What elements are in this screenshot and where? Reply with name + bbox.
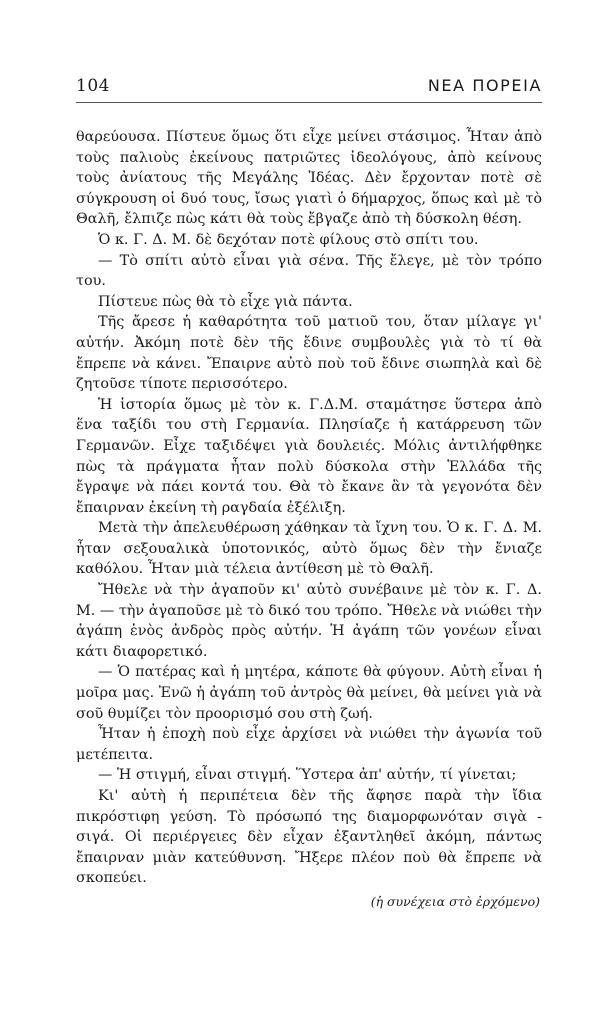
body-text <box>76 127 542 889</box>
paragraph: — Ὁ πατέρας καὶ ἡ μητέρα, κάποτε θὰ φύγουν. Αὐτὴ εἶναι ἡ μοῖρα μας. Ἐνῶ ἡ ἀγάπη τοῦ ἀντρὸς θὰ μείνει, θὰ μείνει γιὰ νὰ σοῦ θυμίζει τὸν προορισμό σου στὴ ζωή. <box>76 664 542 722</box>
paragraph: Ὁ κ. Γ. Δ. Μ. δὲ δεχόταν ποτὲ φίλους στὸ σπίτι του. <box>98 231 479 248</box>
paragraph: Μετὰ τὴν ἀπελευθέρωση χάθηκαν τὰ ἴχνη του. Ὁ κ. Γ. Δ. Μ. ἦταν σεξουαλικὰ ὑποτονικός, αὐτὸ ὅμως δὲν τὴν ἔνιαζε καθόλου. Ἦταν μιὰ τέλεια ἀντίθεση μὲ τὸ Θαλῆ. <box>76 520 542 578</box>
continuation-note: (ἡ συνέχεια στὸ ἐρχόμενο) <box>370 894 540 909</box>
paragraph: Πίστευε πὼς θὰ τὸ εἶχε γιὰ πάντα. <box>98 293 353 310</box>
paragraph: Ἦταν ἡ ἐποχὴ ποὺ εἶχε ἀρχίσει νὰ νιώθει τὴν ἀγωνία τοῦ μετέπειτα. <box>76 726 542 763</box>
paragraph: Ἡ ἱστορία ὅμως μὲ τὸν κ. Γ.Δ.Μ. σταμάτησε ὕστερα ἀπὸ ἕνα ταξίδι του στὴ Γερμανία. Πλησίαζε ἡ κατάρρευση τῶν Γερμανῶν. Εἶχε ταξιδέψει γιὰ δουλειές. Μόλις ἀντιλήφθηκε πὼς τὰ πράγματα ἦταν πολὺ δύσκολα στὴν Ἑλλάδα τῆς ἔγραψε νὰ πάει κοντά του. Θὰ τὸ ἔκανε ἂν τὰ γεγονότα δὲν ἔπαιρναν ἐκείνη τὴ ραγδαία ἐξέλιξη. <box>76 396 542 516</box>
running-title: ΝΕΑ ΠΟΡΕΙΑ <box>427 76 542 95</box>
paragraph: — Ἡ στιγμή, εἶναι στιγμή. Ὕστερα ἀπ' αὐτήν, τί γίνεται; <box>98 767 517 784</box>
page-number: 104 <box>76 76 110 96</box>
page-header <box>76 74 542 98</box>
paragraph: — Τὸ σπίτι αὐτὸ εἶναι γιὰ σένα. Τῆς ἔλεγε, μὲ τὸν τρόπο του. <box>76 252 542 290</box>
paragraph: Ἤθελε νὰ τὴν ἀγαποῦν κι' αὐτὸ συνέβαινε μὲ τὸν κ. Γ. Δ. Μ. — τὴν ἀγαποῦσε μὲ τὸ δικό του τρόπο. Ἤθελε νὰ νιώθει τὴν ἀγάπη ἑνὸς ἀνδρὸς πρὸς αὐτήν. Ἡ ἀγάπη τῶν γονέων εἶναι κάτι διαφορετικό. <box>76 582 542 660</box>
header-rule <box>76 102 542 103</box>
paragraph: Κι' αὐτὴ ἡ περιπέτεια δὲν τῆς ἄφησε παρὰ τὴν ἴδια πικρόστιφη γεύση. Τὸ πρόσωπό της διαμορφωνόταν σιγὰ - σιγά. Οἱ περιέργειες δὲν εἶχαν ἐξαντληθεῖ ἀκόμη, πάντως ἔπαιρναν μιὰν κατεύθυνση. Ἤξερε πλέον ποὺ θὰ ἔπρεπε νὰ σκοπεύει. <box>76 788 542 887</box>
paragraph: θαρεύουσα. Πίστευε ὅμως ὅτι εἶχε μείνει στάσιμος. Ἦταν ἀπὸ τοὺς παλιοὺς ἐκείνους πατριῶτες ἰδεολόγους, ἀπὸ κείνους τοὺς ἀνίατους τῆς Μεγάλης Ἰδέας. Δὲν ἔρχονταν ποτὲ σὲ σύγκρουση οἱ δυό τους, ἴσως γιατὶ ὁ δήμαρχος, ὅπως καὶ μὲ τὸ Θαλῆ, ἔλπιζε πὼς κάτι θὰ τοὺς ἔβγαζε ἀπὸ τὴ δύσκολη θέση. <box>76 129 542 228</box>
paragraph: Τῆς ἄρεσε ἡ καθαρότητα τοῦ ματιοῦ του, ὅταν μίλαγε γι' αὐτήν. Ἀκόμη ποτὲ δὲν τῆς ἔδινε συμβουλὲς γιὰ τὸ τί θὰ ἔπρεπε νὰ κάνει. Ἔπαιρνε αὐτὸ ποὺ τοῦ ἔδινε σιωπηλὰ καὶ δὲ ζητοῦσε τίποτε περισσότερο. <box>76 314 542 393</box>
